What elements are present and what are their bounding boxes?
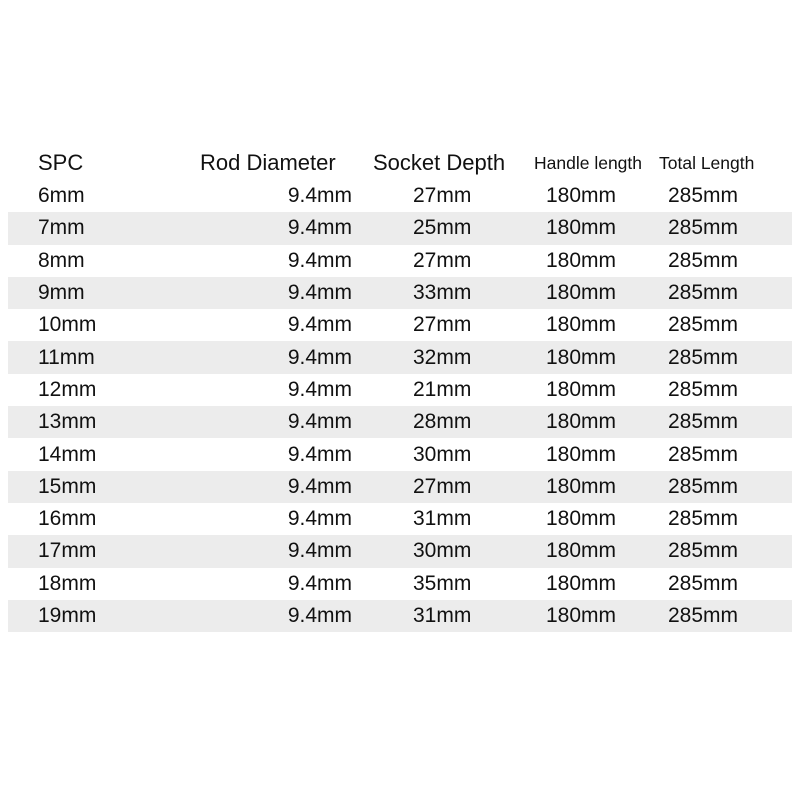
- table-row: [8, 568, 792, 600]
- cell-rod-diameter: 9.4mm: [287, 248, 352, 272]
- cell-rod-diameter: 9.4mm: [287, 345, 352, 369]
- table-row: [8, 374, 792, 406]
- cell-socket-depth: 28mm: [413, 410, 472, 434]
- table-header-row: [8, 146, 792, 180]
- cell-handle-length: 180mm: [546, 604, 617, 627]
- cell-total-length: 285mm: [668, 281, 739, 305]
- cell-socket-depth: 31mm: [413, 507, 472, 531]
- cell-handle-length: 180mm: [546, 216, 617, 240]
- cell-total-length: 285mm: [668, 571, 739, 595]
- cell-rod-diameter: 9.4mm: [287, 216, 352, 240]
- header-socket-depth: Socket Depth: [373, 150, 506, 175]
- cell-socket-depth: 27mm: [413, 248, 472, 272]
- cell-spc: 18mm: [38, 571, 97, 595]
- cell-spc: 19mm: [38, 604, 97, 627]
- cell-socket-depth: 35mm: [413, 571, 472, 595]
- cell-socket-depth: 27mm: [413, 474, 472, 498]
- cell-spc: 6mm: [38, 184, 85, 208]
- cell-total-length: 285mm: [668, 248, 739, 272]
- table-row: [8, 277, 792, 309]
- cell-rod-diameter: 9.4mm: [287, 442, 352, 466]
- cell-socket-depth: 31mm: [413, 604, 472, 627]
- cell-total-length: 285mm: [668, 410, 739, 434]
- cell-spc: 9mm: [38, 281, 85, 305]
- cell-handle-length: 180mm: [546, 184, 617, 208]
- cell-handle-length: 180mm: [546, 474, 617, 498]
- cell-handle-length: 180mm: [546, 248, 617, 272]
- cell-handle-length: 180mm: [546, 410, 617, 434]
- cell-rod-diameter: 9.4mm: [287, 281, 352, 305]
- table-row: [8, 309, 792, 341]
- cell-socket-depth: 25mm: [413, 216, 472, 240]
- cell-handle-length: 180mm: [546, 313, 617, 337]
- cell-socket-depth: 33mm: [413, 281, 472, 305]
- table-row: [8, 180, 792, 212]
- cell-rod-diameter: 9.4mm: [287, 377, 352, 401]
- header-spc: SPC: [38, 150, 84, 175]
- cell-spc: 15mm: [38, 474, 97, 498]
- cell-rod-diameter: 9.4mm: [287, 410, 352, 434]
- cell-handle-length: 180mm: [546, 442, 617, 466]
- cell-rod-diameter: 9.4mm: [287, 474, 352, 498]
- cell-total-length: 285mm: [668, 313, 739, 337]
- cell-handle-length: 180mm: [546, 507, 617, 531]
- table-row: [8, 245, 792, 277]
- cell-total-length: 285mm: [668, 184, 739, 208]
- cell-total-length: 285mm: [668, 507, 739, 531]
- cell-total-length: 285mm: [668, 377, 739, 401]
- cell-rod-diameter: 9.4mm: [287, 539, 352, 563]
- cell-spc: 7mm: [38, 216, 85, 240]
- cell-socket-depth: 32mm: [413, 345, 472, 369]
- cell-spc: 8mm: [38, 248, 85, 272]
- cell-rod-diameter: 9.4mm: [287, 313, 352, 337]
- table-row: [8, 503, 792, 535]
- cell-socket-depth: 30mm: [413, 539, 472, 563]
- header-total-length: Total Length: [659, 152, 755, 173]
- cell-total-length: 285mm: [668, 539, 739, 563]
- table-row: [8, 341, 792, 373]
- cell-spc: 11mm: [38, 345, 95, 369]
- cell-socket-depth: 30mm: [413, 442, 472, 466]
- cell-spc: 14mm: [38, 442, 97, 466]
- cell-socket-depth: 27mm: [413, 184, 472, 208]
- table-row: [8, 406, 792, 438]
- cell-total-length: 285mm: [668, 474, 739, 498]
- cell-rod-diameter: 9.4mm: [287, 571, 352, 595]
- table-row: [8, 600, 792, 632]
- cell-handle-length: 180mm: [546, 345, 617, 369]
- cell-socket-depth: 27mm: [413, 313, 472, 337]
- cell-total-length: 285mm: [668, 604, 739, 627]
- table-row: [8, 438, 792, 470]
- table-row: [8, 212, 792, 244]
- table-row: [8, 471, 792, 503]
- cell-spc: 12mm: [38, 377, 97, 401]
- header-rod-diameter: Rod Diameter: [200, 150, 336, 175]
- table-row: [8, 535, 792, 567]
- cell-total-length: 285mm: [668, 216, 739, 240]
- cell-spc: 17mm: [38, 539, 97, 563]
- cell-spc: 13mm: [38, 410, 97, 434]
- cell-rod-diameter: 9.4mm: [287, 507, 352, 531]
- header-handle-length: Handle length: [534, 152, 642, 173]
- cell-total-length: 285mm: [668, 345, 739, 369]
- cell-spc: 10mm: [38, 313, 97, 337]
- cell-spc: 16mm: [38, 507, 97, 531]
- cell-handle-length: 180mm: [546, 281, 617, 305]
- cell-handle-length: 180mm: [546, 571, 617, 595]
- cell-handle-length: 180mm: [546, 377, 617, 401]
- spec-table: [8, 146, 792, 632]
- cell-rod-diameter: 9.4mm: [287, 184, 352, 208]
- cell-socket-depth: 21mm: [413, 377, 472, 401]
- cell-total-length: 285mm: [668, 442, 739, 466]
- cell-rod-diameter: 9.4mm: [287, 604, 352, 627]
- cell-handle-length: 180mm: [546, 539, 617, 563]
- table-body: [8, 180, 792, 632]
